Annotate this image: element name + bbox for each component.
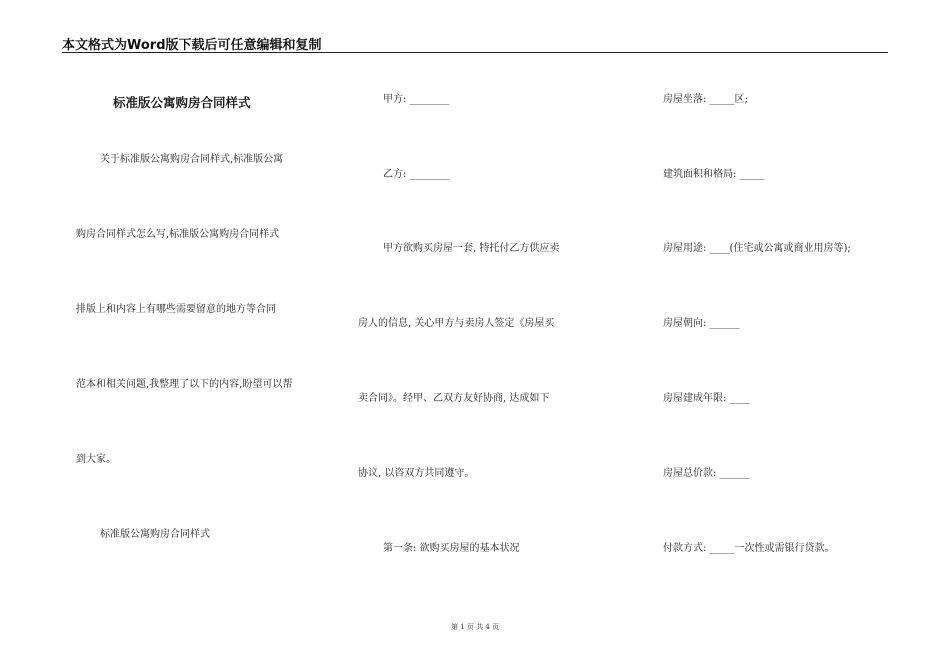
- party-b-line: 乙方: ________: [383, 169, 450, 180]
- col1-subheading: 标准版公寓购房合同样式: [100, 529, 210, 540]
- col1-line-1: 关于标准版公寓购房合同样式,标准版公寓: [100, 154, 284, 165]
- document-title: 标准版公寓购房合同样式: [113, 95, 251, 110]
- total-price-line: 房屋总价款: ______: [663, 468, 750, 479]
- article-1-heading: 第一条: 欲购买房屋的基本状况: [383, 543, 520, 554]
- page-number: 第 1 页 共 4 页: [450, 623, 500, 631]
- col2-line-5: 卖合同》。经甲、乙双方友好协商, 达成如下: [358, 393, 550, 404]
- col2-line-4: 房人的信息, 关心甲方与卖房人签定《房屋买: [358, 318, 555, 329]
- col2-line-3: 甲方欲购买房屋一套, 特托付乙方供应卖: [383, 243, 560, 254]
- payment-method-line: 付款方式: _____一次性或需银行贷款。: [663, 543, 835, 554]
- header-divider: [62, 52, 888, 53]
- col2-line-6: 协议, 以咨双方共同遵守。: [358, 468, 475, 479]
- property-use-line: 房屋用途: ____(住宅或公寓或商业用房等);: [663, 243, 851, 254]
- col1-line-3: 排版上和内容上有哪些需要留意的地方等合同: [76, 304, 276, 315]
- col1-line-2: 购房合同样式怎么写,标准版公寓购房合同样式: [76, 229, 280, 240]
- floor-area-line: 建筑面积和格局: _____: [663, 169, 765, 180]
- col1-line-4: 范本和相关问题,我整理了以下的内容,盼望可以帮: [76, 379, 293, 390]
- header-title: 本文格式为Word版下载后可任意编辑和复制: [62, 38, 322, 53]
- col1-line-5: 到大家。: [76, 454, 116, 465]
- party-a-line: 甲方: ________: [383, 94, 450, 105]
- build-year-line: 房屋建成年限: ____: [663, 393, 750, 404]
- orientation-line: 房屋朝向: ______: [663, 318, 740, 329]
- property-location-line: 房屋坐落: _____区;: [663, 94, 748, 105]
